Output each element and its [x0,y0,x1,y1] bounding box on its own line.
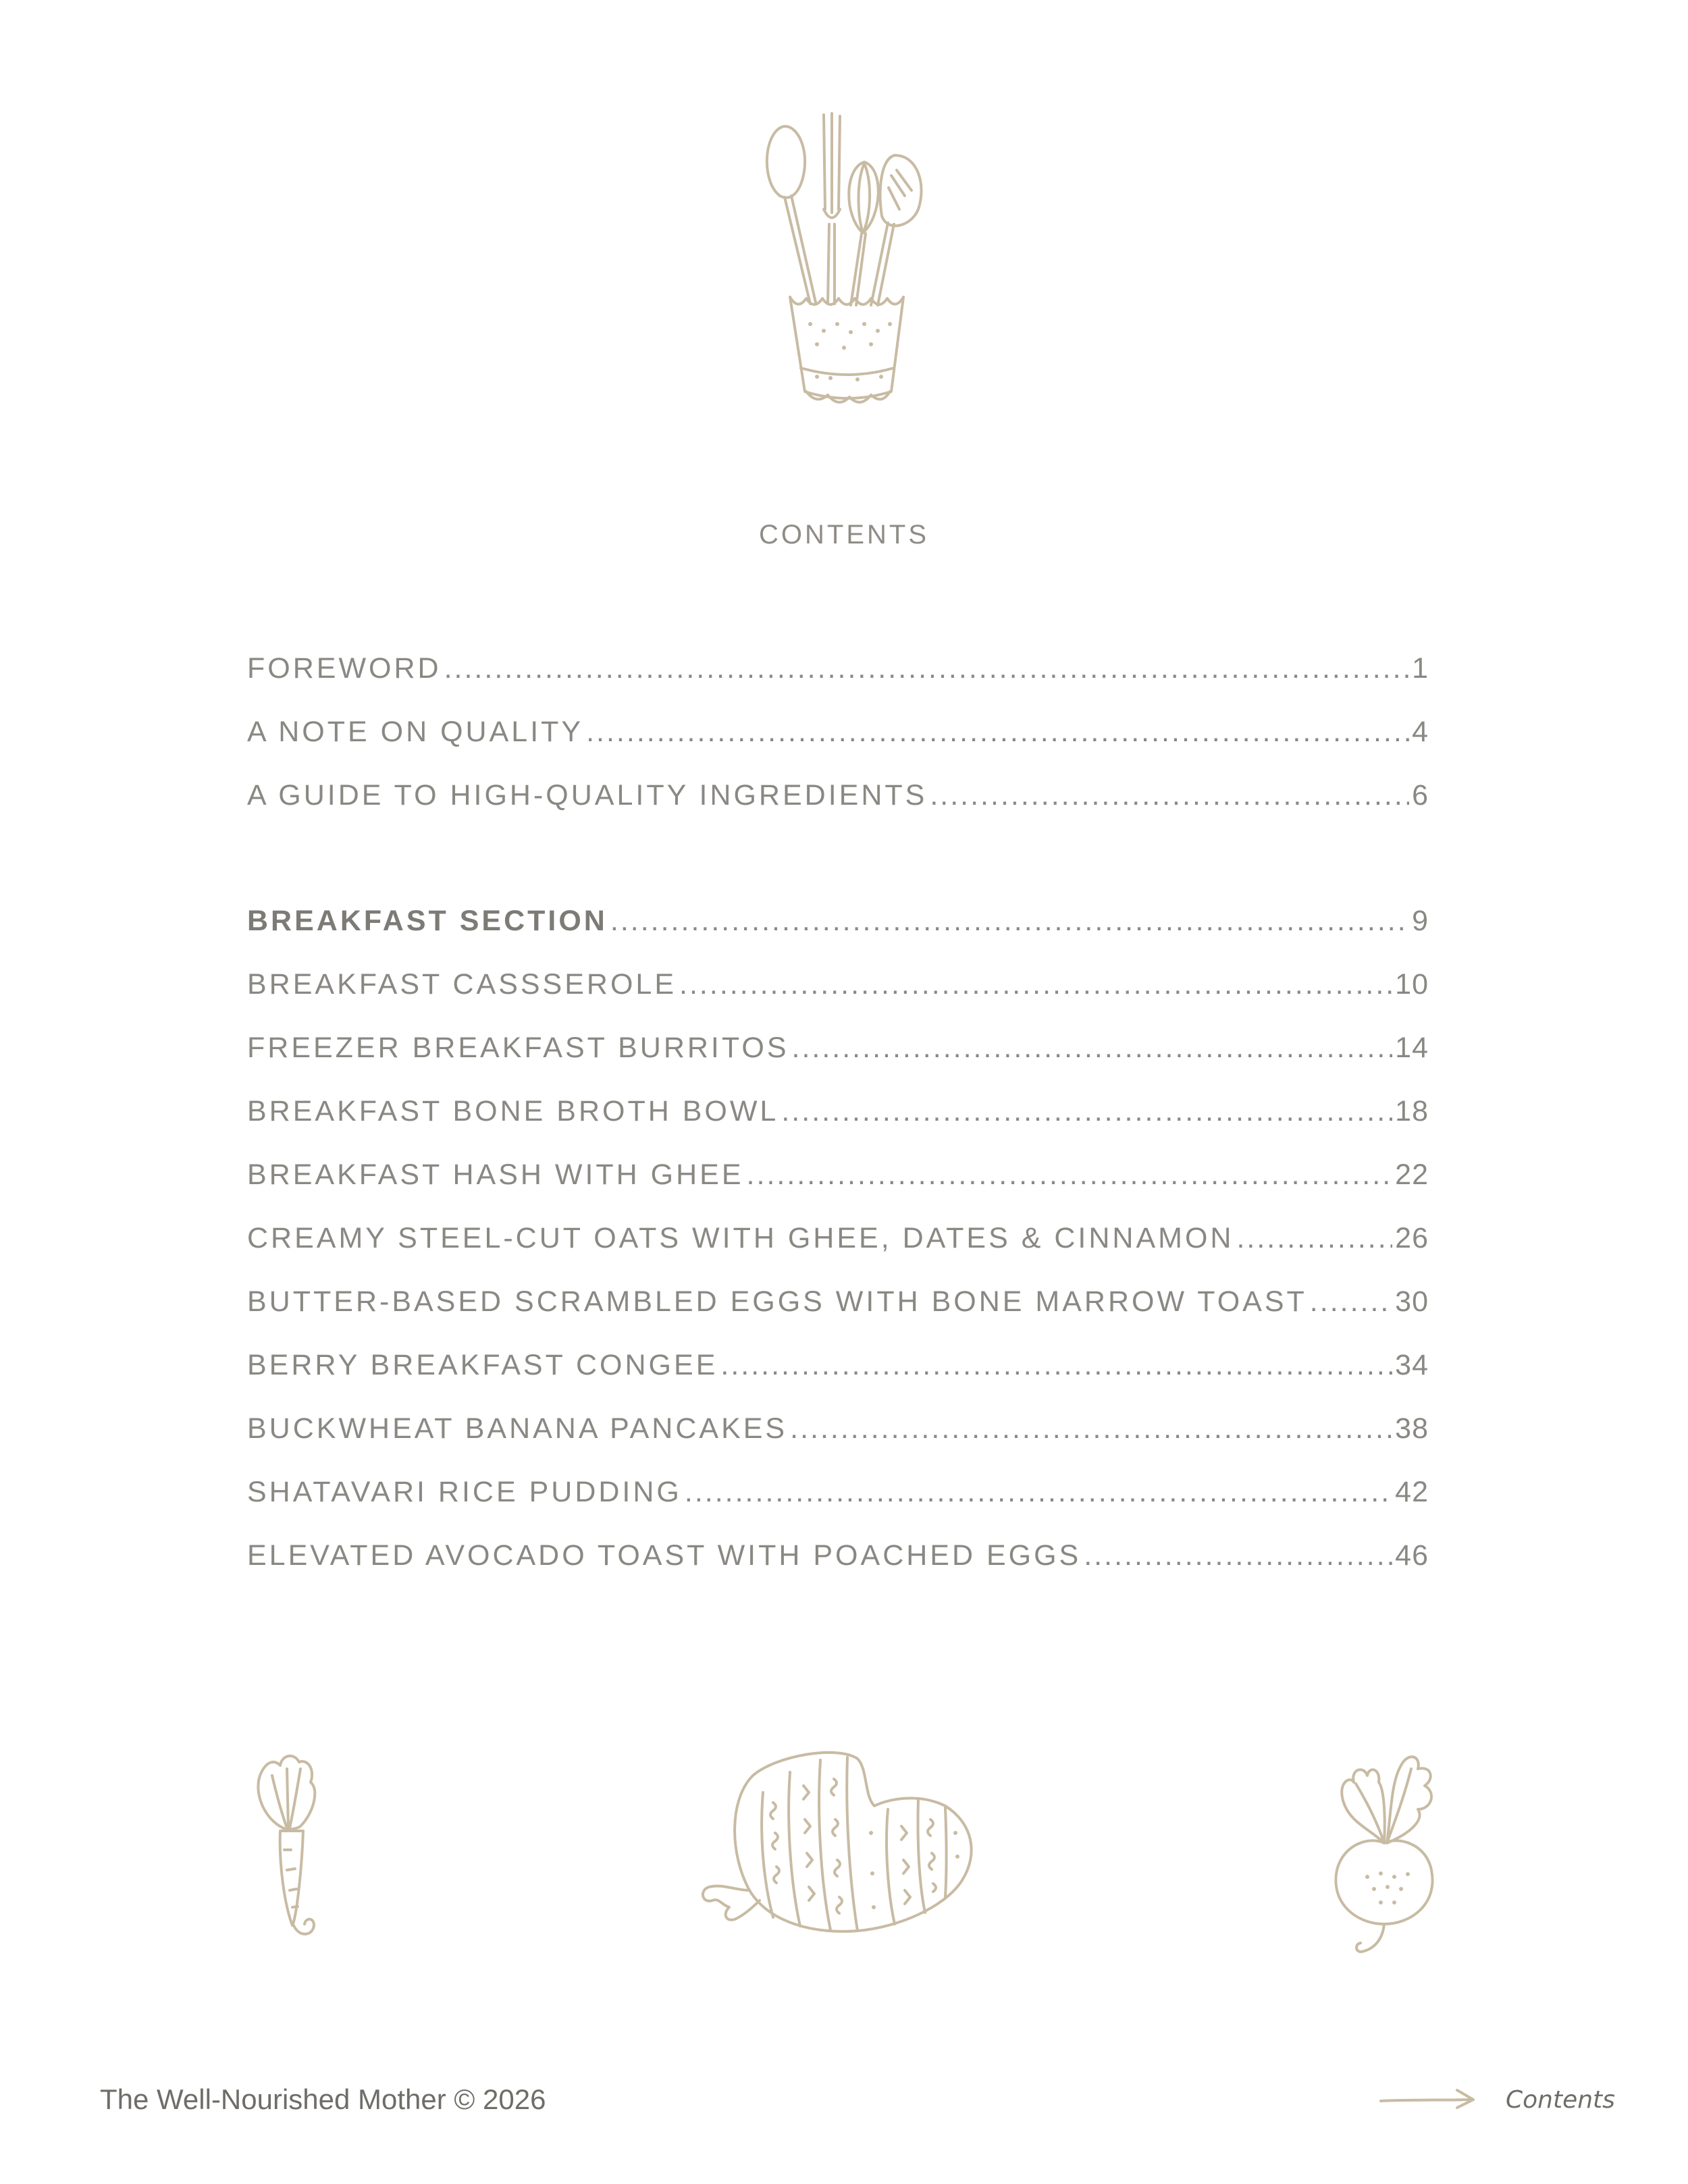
dot-leader [930,775,1409,816]
toc-entry-label: BERRY BREAKFAST CONGEE [247,1349,718,1381]
toc-entry-label: BUCKWHEAT BANANA PANCAKES [247,1412,788,1445]
dot-leader [1236,1218,1392,1258]
page-title: CONTENTS [759,520,929,550]
dot-leader [720,1345,1392,1385]
toc-breakfast-group [247,901,1429,1599]
toc-entry-label: SHATAVARI RICE PUDDING [247,1476,682,1508]
toc-entry-page: 10 [1395,968,1429,1001]
toc-entry-page: 14 [1395,1032,1429,1064]
toc-entry-page: 18 [1395,1095,1429,1127]
arrow-right-icon [1377,2086,1479,2113]
dot-leader [679,964,1392,1005]
toc-entry-casserole[interactable] [247,964,1429,1028]
dot-leader [1084,1535,1392,1576]
toc-entry-label: CREAMY STEEL-CUT OATS WITH GHEE, DATES & CINNAMON [247,1222,1234,1254]
toc-entry-ingredients-guide[interactable] [247,775,1429,838]
toc-entry-rice-pudding[interactable] [247,1472,1429,1535]
toc-entry-berry-congee[interactable] [247,1345,1429,1408]
dot-leader [781,1091,1392,1131]
dot-leader [685,1472,1392,1512]
dot-leader [790,1408,1392,1449]
oven-mitt-icon [695,1745,993,1941]
utensil-holder-icon [749,108,939,419]
toc-entry-bone-broth-bowl[interactable] [247,1091,1429,1154]
carrot-icon [240,1749,334,1944]
toc-entry-label: BREAKFAST CASSSEROLE [247,968,677,1001]
dot-leader [586,712,1409,752]
toc-entry-page: 30 [1395,1285,1429,1318]
toc-entry-foreword[interactable] [247,648,1429,712]
toc-entry-burritos[interactable] [247,1028,1429,1091]
toc-entry-note-on-quality[interactable] [247,712,1429,775]
toc-entry-page: 38 [1395,1412,1429,1445]
toc-entry-scrambled-eggs[interactable] [247,1281,1429,1345]
toc-entry-label: FREEZER BREAKFAST BURRITOS [247,1032,789,1064]
toc-entry-label: BREAKFAST HASH WITH GHEE [247,1158,744,1191]
table-of-contents [247,648,1429,1599]
toc-entry-page: 22 [1395,1158,1429,1191]
toc-entry-label: ELEVATED AVOCADO TOAST WITH POACHED EGGS [247,1539,1082,1572]
dot-leader [444,648,1409,689]
footer-copyright: The Well-Nourished Mother © 2026 [100,2083,546,2115]
toc-entry-hash-with-ghee[interactable] [247,1154,1429,1218]
toc-entry-page: 42 [1395,1476,1429,1508]
toc-entry-page: 1 [1412,652,1429,685]
contents-nav-link[interactable] [1377,2079,1615,2120]
toc-intro-group [247,648,1429,838]
dot-leader [1310,1281,1392,1322]
toc-section-heading: BREAKFAST SECTION [247,905,608,937]
toc-entry-label: A NOTE ON QUALITY [247,716,584,748]
toc-entry-page: 34 [1395,1349,1429,1381]
toc-entry-label: BUTTER-BASED SCRAMBLED EGGS WITH BONE MARROW TOAST [247,1285,1307,1318]
toc-entry-label: A GUIDE TO HIGH-QUALITY INGREDIENTS [247,779,928,811]
toc-entry-label: FOREWORD [247,652,442,685]
beet-icon [1317,1742,1452,1965]
toc-entry-page: 26 [1395,1222,1429,1254]
dot-leader [610,901,1409,941]
toc-entry-page: 46 [1395,1539,1429,1572]
toc-entry-breakfast-section[interactable] [247,901,1429,964]
contents-nav-label: Contents [1506,2085,1615,2114]
toc-entry-steel-cut-oats[interactable] [247,1218,1429,1281]
toc-entry-page: 9 [1412,905,1429,937]
toc-entry-page: 6 [1412,779,1429,811]
toc-entry-avocado-toast[interactable] [247,1535,1429,1599]
toc-entry-buckwheat-pancakes[interactable] [247,1408,1429,1472]
dot-leader [747,1154,1393,1195]
toc-entry-page: 4 [1412,716,1429,748]
dot-leader [792,1028,1393,1068]
toc-entry-label: BREAKFAST BONE BROTH BOWL [247,1095,779,1127]
